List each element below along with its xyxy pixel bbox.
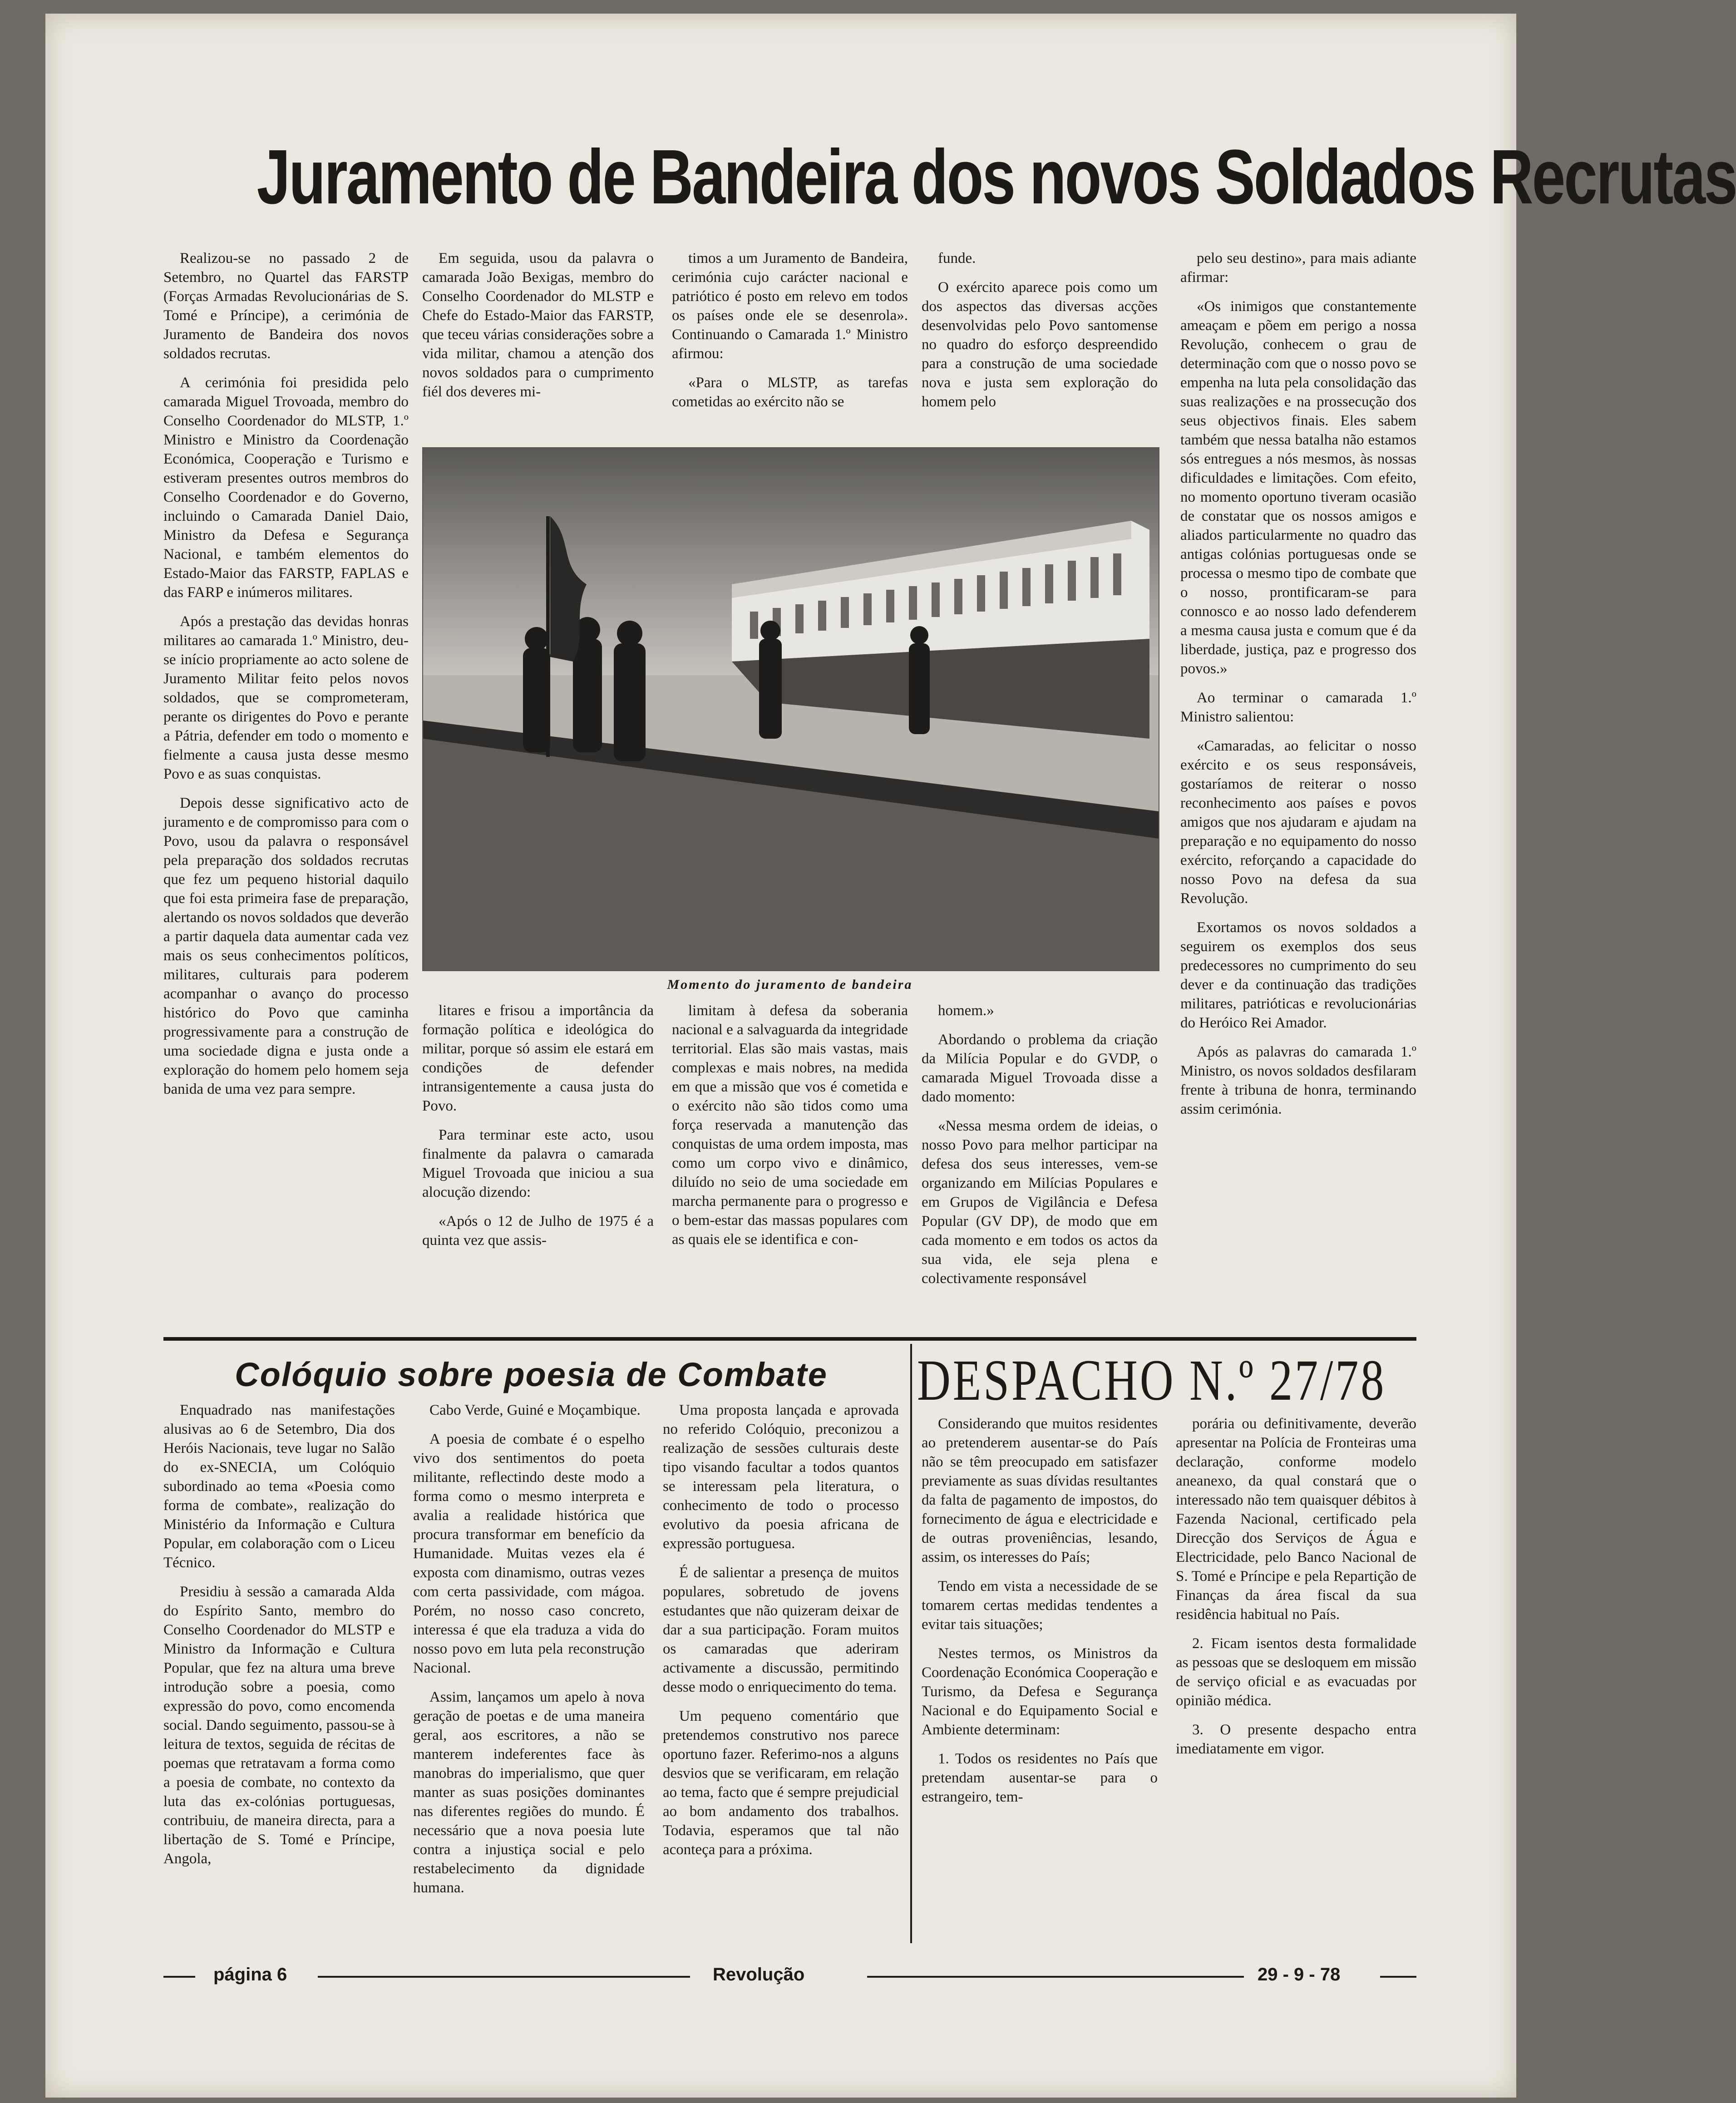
paragraph: Uma proposta lançada e aprovada no referido Colóquio, preconizou a realização de sessões culturais deste tipo visando facultar a todos quantos se interessam pela literatura, o conhecimento de todo o processo evolutivo da poesia africana de expressão portuguesa. xyxy=(663,1402,899,1552)
paragraph: litares e frisou a importância da formação política e ideológica do militar, porque só assim ele estará em condições de defender intransigentemente a causa justa do Povo. xyxy=(422,1002,654,1114)
paragraph: homem.» xyxy=(938,1002,994,1019)
article-column-3-top xyxy=(672,249,908,421)
ceremony-photo-image xyxy=(423,448,1159,970)
paragraph: Após a prestação das devidas honras militares ao camarada 1.º Ministro, deu-se início propriamente ao acto solene de Juramento Militar feito pelos novos soldados, que se comprometeram, perante os dirigentes do Povo e perante a Pátria, defender em todo o momento e fielmente a causa justa desse mesmo Povo e as suas conquistas. xyxy=(163,613,409,782)
paragraph: pelo seu destino», para mais adiante afirmar: xyxy=(1180,250,1416,286)
paragraph: Exortamos os novos soldados a seguirem os exemplos dos seus predecessores no cumprimento do seu dever e da continuação das tradições militares, patrióticas e revolucionárias do Heróico Rei Amador. xyxy=(1180,919,1416,1031)
headline: Juramento de Bandeira dos novos Soldados Recrutas xyxy=(256,134,1736,220)
paragraph: «Nessa mesma ordem de ideias, o nosso Povo para melhor participar na defesa dos seus interesses, vem-se organizando em Milícias Populares e em Grupos de Vigilância e Defesa Popular (GV DP), de modo que em cada momento e em todos os actos da sua vida, ele seja plena e colectivamente responsável xyxy=(922,1118,1158,1287)
article-column-2-top xyxy=(422,249,654,411)
paragraph: Após as palavras do camarada 1.º Ministro, os novos soldados desfilaram frente à tribuna de honra, terminando assim cerimónia. xyxy=(1180,1044,1416,1117)
paragraph: Presidiu à sessão a camarada Alda do Espírito Santo, membro do Conselho Coordenador do MLSTP e Ministro da Informação e Cultura Popular, que fez na altura uma breve introdução sobre a poesia, como expressão do povo, como encomenda social. Dando seguimento, passou-se à leitura de textos, seguida de récitas de poemas que retratavam a forma como a poesia de combate, no contexto da luta das ex-colónias portuguesas, contribuiu, de maneira directa, para a libertação de S. Tomé e Príncipe, Angola, xyxy=(163,1584,395,1867)
footer-rule-mid-right xyxy=(867,1976,1244,1978)
footer-rule-left xyxy=(163,1976,195,1978)
paragraph: Em seguida, usou da palavra o camarada João Bexigas, membro do Conselho Coordenador do MLSTP e Chefe do Estado-Maior das FARSTP, que teceu várias considerações sobre a vida militar, chamou a atenção dos novos soldados para o cumprimento fiél dos deveres mi- xyxy=(422,250,654,400)
section-divider xyxy=(163,1337,1416,1341)
paragraph: «Para o MLSTP, as tarefas cometidas ao exército não se xyxy=(672,375,908,410)
despacho-title: DESPACHO N.º 27/78 xyxy=(917,1348,1386,1412)
paragraph: «Após o 12 de Julho de 1975 é a quinta vez que assis- xyxy=(422,1213,654,1249)
footer-date: 29 - 9 - 78 xyxy=(1258,1965,1341,1985)
paragraph: O exército aparece pois como um dos aspectos das diversas acções desenvolvidas pelo Povo santomense no quadro do esforço despreendido para a construção de uma sociedade nova e justa sem exploração do homem pelo xyxy=(922,279,1158,410)
paragraph: Um pequeno comentário que pretendemos construtivo nos parece oportuno fazer. Referimo-nos a alguns desvios que se verificaram, em relação ao tema, facto que é sempre prejudicial ao bom andamento dos trabalhos. Todavia, esperamos que tal não aconteça para a próxima. xyxy=(663,1708,899,1858)
paragraph: Nestes termos, os Ministros da Coordenação Económica Cooperação e Turismo, da Defesa e Segurança Nacional e do Equipamento Social e Ambiente determinam: xyxy=(922,1645,1158,1738)
despacho-column-1 xyxy=(922,1414,1158,1817)
paragraph: Cabo Verde, Guiné e Moçambique. xyxy=(429,1402,641,1418)
paragraph: Considerando que muitos residentes ao pretenderem ausentar-se do País não se têm preocupado em satisfazer previamente as suas dívidas resultantes da falta de pagamento de impostos, do fornecimento de água e electricidade e de outras proveniências, lesando, assim, os interesses do País; xyxy=(922,1416,1158,1565)
paragraph: timos a um Juramento de Bandeira, cerimónia cujo carácter nacional e patriótico é posto em relevo em todos os países onde ele se desenrola». Continuando o Camarada 1.º Ministro afirmou: xyxy=(672,250,908,362)
article-column-4-top xyxy=(922,249,1158,421)
column-divider xyxy=(910,1344,912,1943)
paragraph: Realizou-se no passado 2 de Setembro, no Quartel das FARSTP (Forças Armadas Revolucionárias de S. Tomé e Príncipe), a cerimónia de Juramento de Bandeira dos novos soldados recrutas. xyxy=(163,250,409,362)
paragraph: «Os inimigos que constantemente ameaçam e põem em perigo a nossa Revolução, conhecem o grau de determinação com que o nosso povo se empenha na luta pela consolidação das suas realizações e na prossecução dos seus objectivos finais. Eles sabem também que nessa batalha não estamos sós entregues a nós mesmos, às nossas dificuldades e limitações. Com efeito, no momento oportuno tiveram ocasião de constatar que os nossos amigos e aliados particularmente no quadro das antigas colónias portuguesas onde se processa o mesmo tipo de combate que o nosso, prontificaram-se para connosco e ao nosso lado defenderem a mesma causa justa e comum que é da liberdade, justiça, paz e progresso dos povos.» xyxy=(1180,298,1416,677)
article-column-1 xyxy=(163,249,409,1109)
footer-page-number: página 6 xyxy=(213,1965,287,1985)
paragraph: «Camaradas, ao felicitar o nosso exército e os seus responsáveis, gostaríamos de reiterar o nosso reconhecimento aos países e povos amigos que nos ajudaram e ajudam na preparação e no equipamento do nosso exército, reforçando a capacidade do nosso Povo na defesa da sua Revolução. xyxy=(1180,738,1416,907)
paragraph: A cerimónia foi presidida pelo camarada Miguel Trovoada, membro do Conselho Coordenador do MLSTP, 1.º Ministro e Ministro da Coordenação Económica, Cooperação e Turismo e estiveram presentes outros membros do Conselho Coordenador e do Governo, incluindo o Camarada Daniel Daio, Ministro da Defesa e Segurança Nacional, e também elementos do Estado-Maior das FARSTP, FAPLAS e das FARP e inúmeros militares. xyxy=(163,375,409,601)
paragraph: Enquadrado nas manifestações alusivas ao 6 de Setembro, Dia dos Heróis Nacionais, teve lugar no Salão do ex-SNECIA, um Colóquio subordinado ao tema «Poesia como forma de combate», realização do Ministério da Informação e Cultura Popular, em colaboração com o Liceu Técnico. xyxy=(163,1402,395,1571)
coloquio-title: Colóquio sobre poesia de Combate xyxy=(235,1356,828,1393)
coloquio-column-1 xyxy=(163,1401,395,1878)
article-column-3-bottom xyxy=(672,1001,908,1259)
paragraph: É de salientar a presença de muitos populares, sobretudo de jovens estudantes que não quizeram deixar de dar a sua participação. Foram muitos os camaradas que aderiram activamente a discussão, permitindo desse modo o enriquecimento do tema. xyxy=(663,1565,899,1695)
article-column-5 xyxy=(1180,249,1416,1129)
coloquio-column-3 xyxy=(663,1401,899,1869)
paragraph: Tendo em vista a necessidade de se tomarem certas medidas tendentes a evitar tais situações; xyxy=(922,1578,1158,1633)
paragraph: porária ou definitivamente, deverão apresentar na Polícia de Fronteiras uma declaração, conforme modelo aneanexo, da qual constará que o interessado não tem quaisquer débitos à Fazenda Nacional, certificado pela Direcção dos Serviços de Água e Electricidade, pelo Banco Nacional de S. Tomé e Príncipe e pela Repartição de Finanças da área fiscal da sua residência habitual no País. xyxy=(1176,1416,1416,1623)
paragraph: 2. Ficam isentos desta formalidade as pessoas que se desloquem em missão de serviço oficial e as evacuadas por opinião médica. xyxy=(1176,1635,1416,1709)
coloquio-column-2 xyxy=(413,1401,645,1907)
paragraph: Assim, lançamos um apelo à nova geração de poetas e de uma maneira geral, aos escritores, a não se manterem indeferentes face às manobras do imperialismo, que quer manter as suas posições dominantes nas diferentes regiões do mundo. É necessário que a nova poesia lute contra a injustiça social e pelo restabelecimento da dignidade humana. xyxy=(413,1689,645,1896)
paragraph: 3. O presente despacho entra imediatamente em vigor. xyxy=(1176,1722,1416,1757)
paragraph: 1. Todos os residentes no País que pretendam ausentar-se para o estrangeiro, tem- xyxy=(922,1751,1158,1805)
article-column-4-bottom xyxy=(922,1001,1158,1298)
article-column-2-bottom xyxy=(422,1001,654,1260)
paragraph: A poesia de combate é o espelho vivo dos sentimentos do poeta militante, reflectindo deste modo a forma como o mesmo interpreta e avalia a realidade histórica que procura transformar em benefício da Humanidade. Muitas vezes ela é exposta com dinamismo, outras vezes com certa passividade, com mágoa. Porém, no nosso caso concreto, interessa é que ela traduza a vida do nosso povo em luta pela reconstrução Nacional. xyxy=(413,1431,645,1676)
paragraph: Para terminar este acto, usou finalmente da palavra o camarada Miguel Trovoada que iniciou a sua alocução dizendo: xyxy=(422,1127,654,1200)
ceremony-photo xyxy=(422,447,1159,971)
footer-paper-name: Revolução xyxy=(713,1965,805,1985)
photo-caption: Momento do juramento de bandeira xyxy=(667,977,913,992)
footer-rule-right xyxy=(1380,1976,1416,1978)
paragraph: Ao terminar o camarada 1.º Ministro salientou: xyxy=(1180,690,1416,725)
despacho-column-2 xyxy=(1176,1414,1416,1768)
paragraph: Abordando o problema da criação da Milícia Popular e do GVDP, o camarada Miguel Trovoada disse a dado momento: xyxy=(922,1032,1158,1105)
footer-rule-mid-left xyxy=(318,1976,690,1978)
paragraph: Depois desse significativo acto de juramento e de compromisso para com o Povo, usou da palavra o responsável pela preparação dos soldados recrutas que fez um pequeno historial daquilo que foi esta primeira fase de preparação, alertando os novos soldados que deverão a partir daquela data aumentar cada vez mais os seus conhecimentos políticos, militares, culturais para poderem acompanhar o avanço do processo histórico do Povo que caminha progressivamente para a construção de uma sociedade digna e justa onde a exploração do homem pelo homem seja banida de uma vez para sempre. xyxy=(163,795,409,1097)
paragraph: funde. xyxy=(938,250,976,267)
paragraph: limitam à defesa da soberania nacional e a salvaguarda da integridade territorial. Elas são mais vastas, mais complexas e mais nobres, na medida em que a missão que vos é cometida e o exército não são tidos como uma força reservada a manutenção das conquistas de uma ordem imposta, mas como um corpo vivo e dinâmico, diluído no seio de uma sociedade em marcha permanente para o progresso e o bem-estar das massas populares com as quais ele se identifica e con- xyxy=(672,1002,908,1248)
